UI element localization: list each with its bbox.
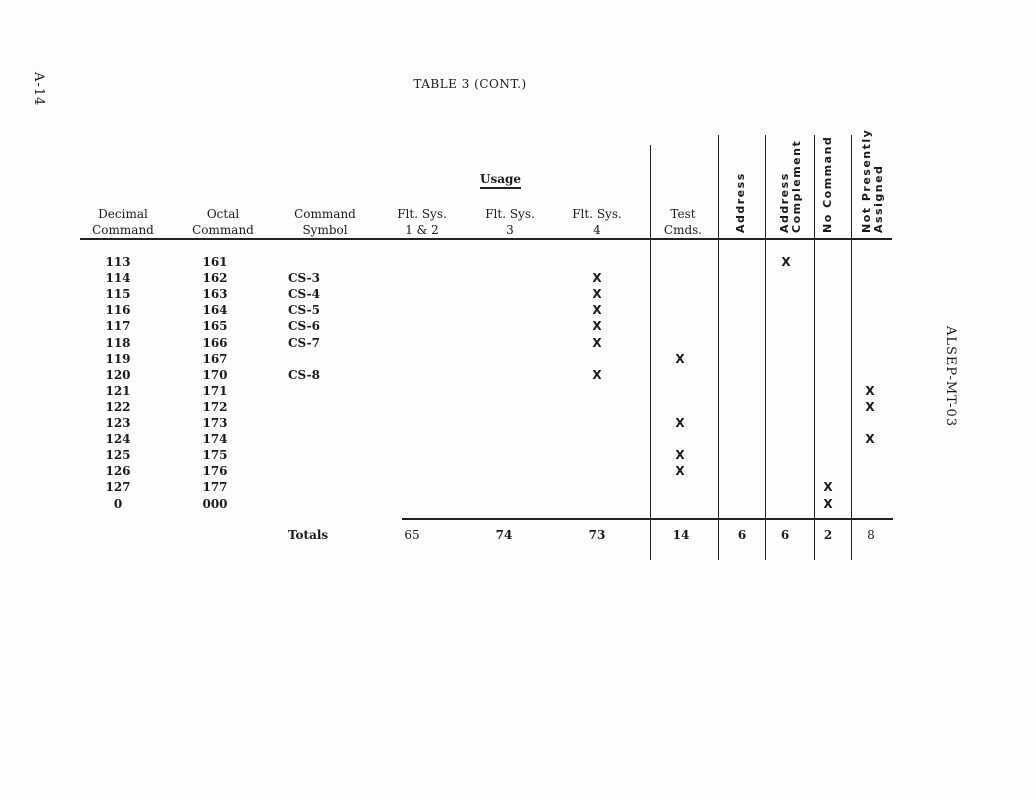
octal-command: 170 — [202, 367, 228, 382]
total-no-command: 2 — [823, 528, 833, 542]
octal-command: 173 — [202, 416, 228, 430]
x-mark-npa: X — [865, 383, 875, 398]
command-symbol: CS-3 — [288, 271, 320, 286]
header-flt-sys-1-2: Flt. Sys. 1 & 2 — [397, 207, 447, 237]
total-flt-sys-1-2: 65 — [404, 528, 420, 542]
octal-command: 163 — [202, 287, 228, 302]
header-flt-sys-3: Flt. Sys. 3 — [485, 207, 535, 237]
decimal-command: 0 — [113, 496, 123, 511]
total-address-complement: 6 — [780, 528, 790, 542]
total-address: 6 — [737, 528, 747, 542]
octal-command: 164 — [202, 303, 228, 318]
column-divider — [814, 135, 815, 560]
total-not-presently-assigned: 8 — [867, 528, 875, 542]
header-test-cmds: Test Cmds. — [663, 207, 703, 237]
decimal-command: 119 — [105, 351, 131, 366]
decimal-command: 115 — [105, 287, 131, 302]
totals-label: Totals — [288, 528, 329, 542]
decimal-command: 125 — [105, 448, 131, 463]
x-mark-no-cmd: X — [823, 496, 833, 511]
decimal-command: 113 — [105, 255, 131, 269]
header-not-presently-assigned: Not Presently Assigned — [860, 128, 885, 233]
header-octal-command: Octal Command — [192, 207, 254, 237]
octal-command: 175 — [202, 448, 228, 463]
decimal-command: 114 — [105, 271, 131, 286]
octal-command: 172 — [202, 399, 228, 414]
totals-rule — [402, 518, 893, 520]
page-number: A-14 — [31, 72, 46, 107]
x-mark-npa: X — [865, 432, 875, 447]
header-rule — [80, 238, 892, 240]
header-flt-sys-4: Flt. Sys. 4 — [572, 207, 622, 237]
octal-command: 176 — [202, 464, 228, 479]
column-divider — [650, 145, 651, 560]
header-decimal-command: Decimal Command — [92, 207, 154, 237]
usage-heading: Usage — [480, 172, 521, 189]
decimal-command: 124 — [105, 432, 131, 447]
decimal-command: 117 — [105, 319, 131, 334]
x-mark-no-cmd: X — [823, 480, 833, 495]
decimal-command: 120 — [105, 367, 131, 382]
command-symbol: CS-6 — [288, 319, 320, 334]
x-mark-test: X — [675, 464, 685, 479]
octal-command: 177 — [202, 480, 228, 495]
x-mark-test: X — [675, 416, 685, 430]
header-address-complement: Address Complement — [778, 139, 803, 233]
header-no-command: No Command — [821, 135, 834, 233]
total-flt-sys-4: 73 — [588, 528, 606, 542]
octal-command: 167 — [202, 351, 228, 366]
command-symbol: CS-5 — [288, 303, 320, 318]
octal-command: 166 — [202, 335, 228, 350]
x-mark-fs4: X — [592, 367, 602, 382]
total-test-cmds: 14 — [672, 528, 690, 542]
x-mark-test: X — [675, 448, 685, 463]
document-id: ALSEP-MT-03 — [943, 326, 958, 428]
table-title: TABLE 3 (CONT.) — [413, 77, 527, 91]
x-mark-fs4: X — [592, 287, 602, 302]
total-flt-sys-3: 74 — [495, 528, 513, 542]
command-symbol: CS-8 — [288, 367, 320, 382]
decimal-command: 123 — [105, 416, 131, 430]
decimal-command: 127 — [105, 480, 131, 495]
decimal-command: 126 — [105, 464, 131, 479]
decimal-command: 118 — [105, 335, 131, 350]
command-symbol: CS-4 — [288, 287, 320, 302]
header-address: Address — [734, 172, 747, 233]
x-mark-fs4: X — [592, 271, 602, 286]
octal-command: 171 — [202, 383, 228, 398]
octal-command: 161 — [202, 255, 228, 269]
x-mark-test: X — [675, 351, 685, 366]
x-mark-fs4: X — [592, 335, 602, 350]
octal-command: 000 — [202, 496, 228, 511]
decimal-command: 116 — [105, 303, 131, 318]
column-divider — [765, 135, 766, 560]
octal-command: 162 — [202, 271, 228, 286]
x-mark-addr-comp: X — [781, 255, 791, 269]
octal-command: 174 — [202, 432, 228, 447]
x-mark-fs4: X — [592, 319, 602, 334]
x-mark-fs4: X — [592, 303, 602, 318]
octal-command: 165 — [202, 319, 228, 334]
decimal-command: 122 — [105, 399, 131, 414]
column-divider — [718, 135, 719, 560]
decimal-command: 121 — [105, 383, 131, 398]
command-symbol: CS-7 — [288, 335, 320, 350]
header-command-symbol: Command Symbol — [294, 207, 356, 237]
column-divider — [851, 135, 852, 560]
x-mark-npa: X — [865, 399, 875, 414]
